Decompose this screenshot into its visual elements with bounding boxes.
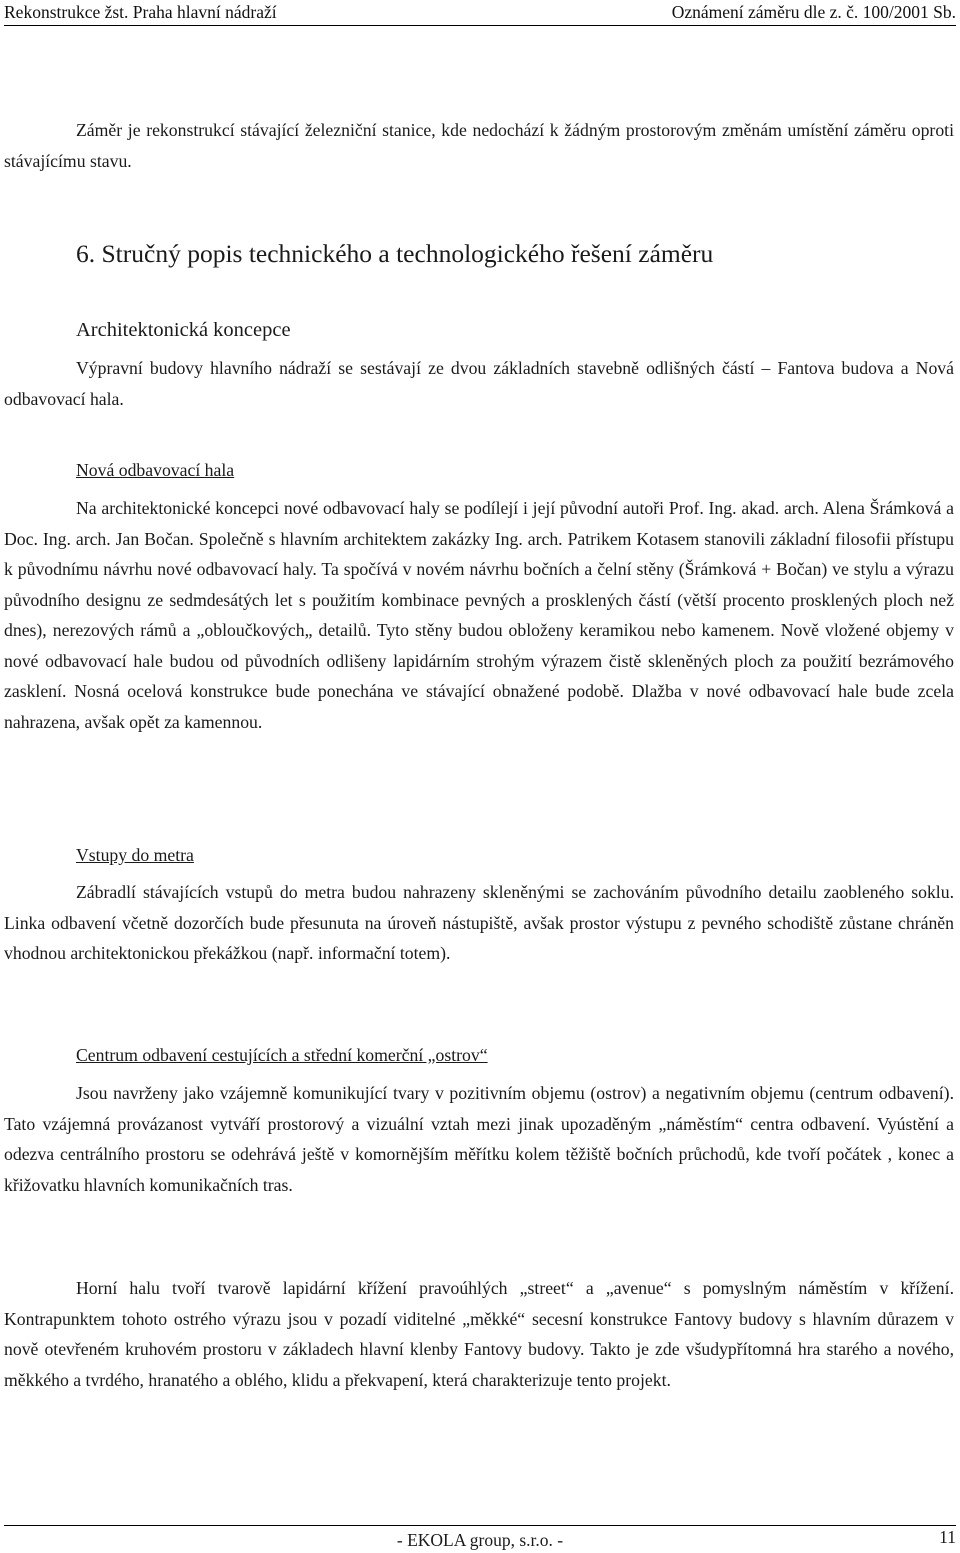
centrum-block xyxy=(4,1078,954,1200)
architecture-paragraph: Výpravní budovy hlavního nádraží se sestávají ze dvou základních stavebně odlišných částí – Fantova budova a Nová odbavovací hala. xyxy=(4,358,954,409)
section-6-title: 6. Stručný popis technického a technologického řešení záměru xyxy=(76,239,714,268)
architecture-block xyxy=(4,353,954,414)
hala-block xyxy=(4,493,954,737)
header-project-title: Rekonstrukce žst. Praha hlavní nádraží xyxy=(4,2,277,22)
header-document-title: Oznámení záměru dle z. č. 100/2001 Sb. xyxy=(671,2,956,22)
header-rule xyxy=(4,25,956,26)
metro-block xyxy=(4,877,954,969)
hala-heading: Nová odbavovací hala xyxy=(76,460,235,480)
hala-paragraph: Na architektonické koncepci nové odbavovací haly se podílejí i její původní autoři Prof. Ing. akad. arch. Alena Šrámková a Doc. Ing. arch. Jan Bočan. Společně s hlavním architektem zakázky Ing. arch. Patrikem Kotasem stanovili základní filosofii přístupu k původnímu návrhu nové odbavovací haly. Ta spočívá v novém návrhu bočních a čelní stěny (Šrámková + Bočan) ve stylu a výrazu původního designu ze sedmdesátých let s použitím kombinace pevných a prosklených částí (větší procento prosklených ploch než dnes), nerezových rámů a „obloučkových„ detailů. Tyto stěny budou obloženy keramikou nebo kamenem. Nově vložené objemy v nové odbavovací hale budou od původních odlišeny lapidárním strohým výrazem čistě skleněných ploch za použití bezrámového zasklení. Nosná ocelová konstrukce bude ponechána ve stávající obnažené podobě. Dlažba v nové odbavovací hale bude zcela nahrazena, avšak opět za kamennou. xyxy=(4,498,954,732)
centrum-paragraph-2: Horní halu tvoří tvarově lapidární křížení pravoúhlých „street“ a „avenue“ s pomyslným náměstím v křížení. Kontrapunktem tohoto ostrého výrazu jsou v pozadí viditelné „měkké“ secesní konstrukce Fantovy budovy s hlavním důrazem v nově otevřeném kruhovém prostoru v základech hlavní klenby Fantovy budovy. Takto je zde všudypřítomná hra starého a nového, měkkého a tvrdého, hranatého a oblého, klidu a překvapení, která charakterizuje tento projekt. xyxy=(4,1278,954,1390)
architecture-heading: Architektonická koncepce xyxy=(76,319,291,341)
intro-paragraph: Záměr je rekonstrukcí stávající železniční stanice, kde nedochází k žádným prostorovým změnám umístění záměru oproti stávajícímu stavu. xyxy=(4,120,954,171)
centrum-block-2 xyxy=(4,1273,954,1395)
centrum-paragraph-1: Jsou navrženy jako vzájemně komunikující tvary v pozitivním objemu (ostrov) a negativním objemu (centrum odbavení). Tato vzájemná provázanost vytváří prostorový a vizuální vztah mezi jinak upozaděným „náměstím“ centra odbavení. Vyústění a odezva centrálního prostoru se odehrává ještě v komornějším měřítku kolem těžiště bočních průchodů, kde tvoří počátek , konec a křižovatku hlavních komunikačních tras. xyxy=(4,1083,954,1195)
metro-heading: Vstupy do metra xyxy=(76,845,194,865)
footer-company: - EKOLA group, s.r.o. - xyxy=(396,1530,564,1550)
metro-paragraph: Zábradlí stávajících vstupů do metra budou nahrazeny skleněnými se zachováním původního detailu zaobleného soklu. Linka odbavení včetně dozorčích bude přesunuta na úroveň nástupiště, avšak prostor výstupu z pevného schodiště zůstane chráněn vhodnou architektonickou překážkou (např. informační totem). xyxy=(4,882,954,963)
intro-block xyxy=(4,115,954,176)
footer-rule xyxy=(4,1525,956,1526)
page-number: 11 xyxy=(939,1527,956,1547)
centrum-heading: Centrum odbavení cestujících a střední komerční „ostrov“ xyxy=(76,1045,488,1065)
page-header xyxy=(4,0,956,26)
